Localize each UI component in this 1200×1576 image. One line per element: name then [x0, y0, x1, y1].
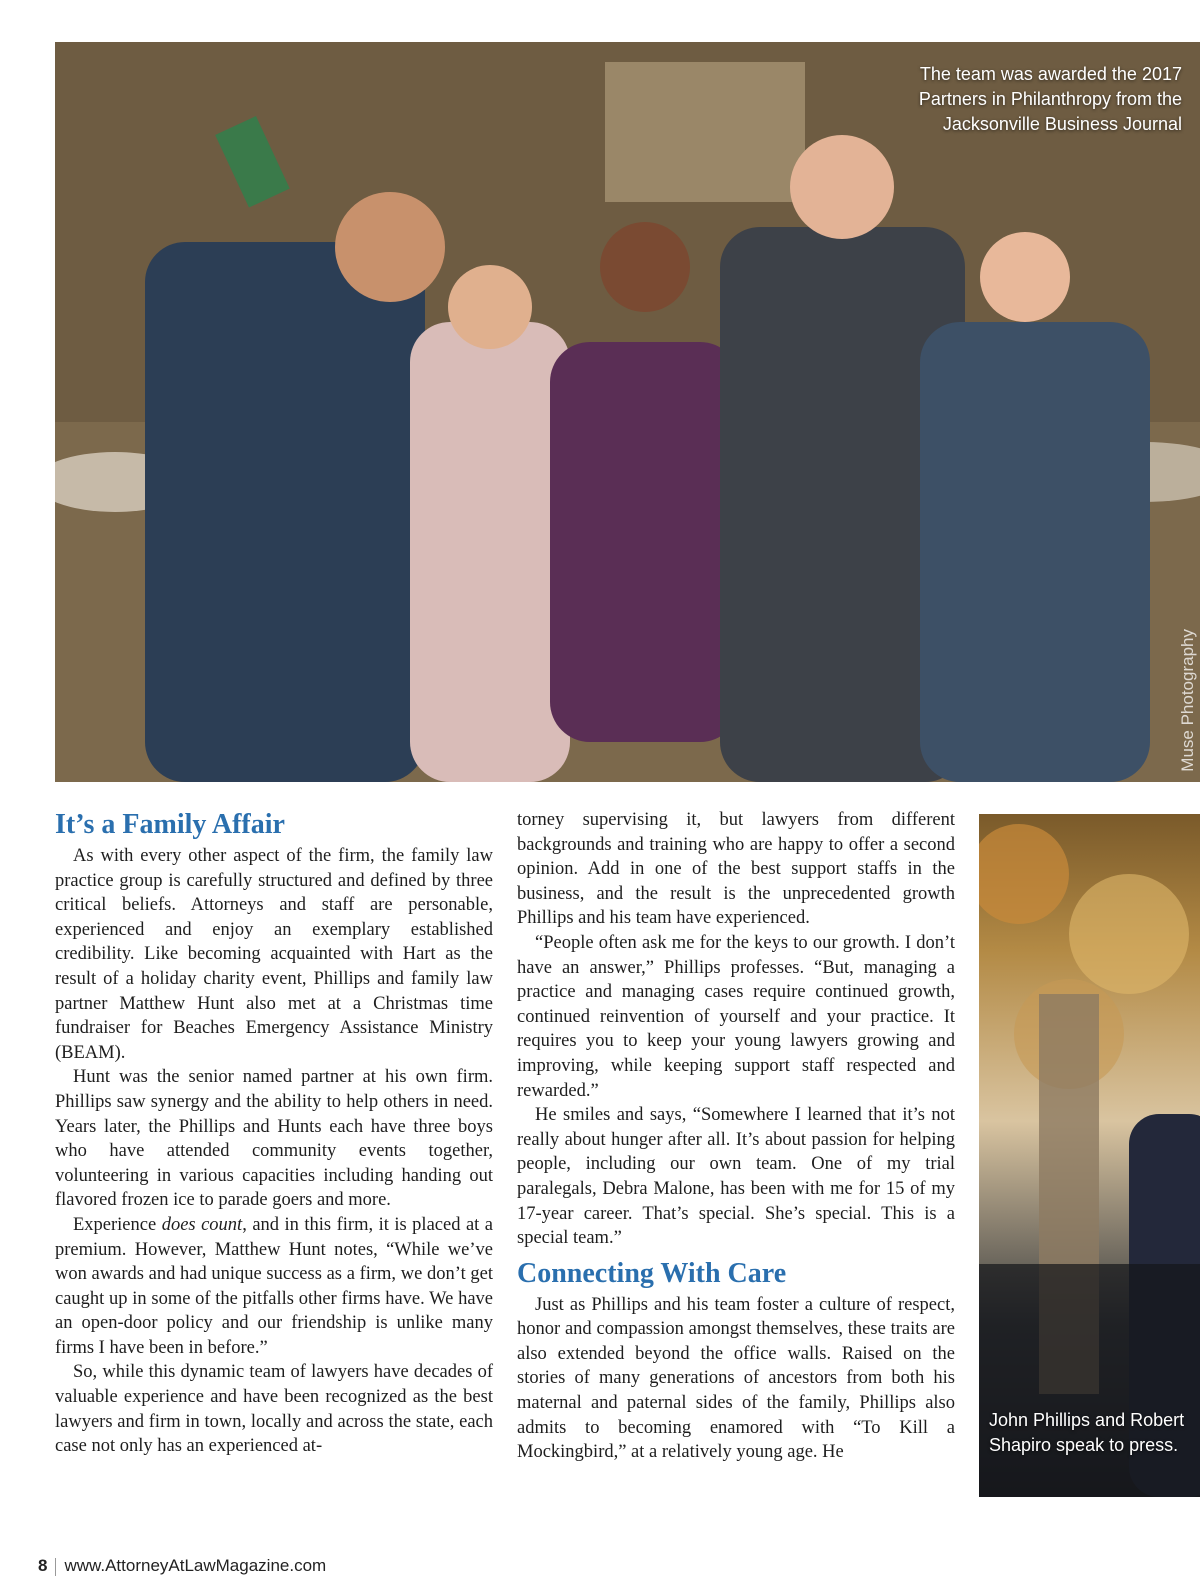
footer-url[interactable]: www.AttorneyAtLawMagazine.com — [64, 1556, 327, 1575]
emphasis-text: does count — [161, 1214, 243, 1235]
page-footer — [38, 1556, 326, 1576]
side-photo-caption: John Phillips and Robert Shapiro speak to press. — [989, 1410, 1185, 1455]
page-number: 8 — [38, 1556, 48, 1575]
side-photo — [979, 814, 1200, 1497]
paragraph-text: Experience — [73, 1214, 162, 1235]
photo-credit: Muse Photography — [1178, 629, 1197, 772]
paragraph: Hunt was the senior named partner at his own firm. Phillips saw synergy and the ability to help others in need. Years later, the Phillips and Hunts each have three boys who have attended community events together, volunteering in various capacities including handing out flavored frozen ice to parade goers and more. — [55, 1067, 493, 1211]
group-photo-image — [55, 42, 1200, 782]
paragraph: “People often ask me for the keys to our growth. I don’t have an answer,” Phillips professes. “But, managing a practice and managing cases require continued growth, continued reinvention of yourself and your practice. It requires you to keep your young lawyers growing and improving, while keeping support staff respected and rewarded.” — [517, 932, 955, 1101]
paragraph: As with every other aspect of the firm, the family law practice group is carefully structured and defined by three critical beliefs. Attorneys and staff are personable, experienced and enjoy an exemplary established credibility. Like becoming acquainted with Hart as the result of a holiday charity event, Phillips and family law partner Matthew Hunt also met at a Christmas time fundraiser for Beaches Emergency Assistance Ministry (BEAM). — [55, 846, 493, 1063]
paragraph — [55, 1213, 493, 1361]
section-heading-family-affair: It’s a Family Affair — [55, 809, 285, 840]
hero-caption: The team was awarded the 2017 Partners in Philanthropy from the Jacksonville Business Journal — [918, 64, 1182, 134]
paragraph: So, while this dynamic team of lawyers have decades of valuable experience and have been recognized as the best lawyers and firm in town, locally and across the state, each case not only has an experienced at- — [55, 1362, 493, 1457]
footer-divider — [55, 1558, 56, 1576]
press-photo-image — [979, 814, 1200, 1497]
paragraph-continuation: torney supervising it, but lawyers from different backgrounds and training who are happy to offer a second opinion. Add in one of the best support staffs in the business, and the result is the unprecedented growth Phillips and his team have experienced. — [517, 810, 955, 929]
paragraph: Just as Phillips and his team foster a culture of respect, honor and compassion amongst themselves, these traits are also extended beyond the office walls. Raised on the stories of many generations of ancestors from both his maternal and paternal sides of the family, Phillips also admits to becoming enamored with “To Kill a Mockingbird,” at a relatively young age. He — [517, 1294, 955, 1463]
paragraph-text: , and in this firm, it is placed at a premium. However, Matthew Hunt notes, “While we’ve won awards and had unique success as a firm, we don’t get caught up in some of the pitfalls other firms have. We have an open-door policy and our friendship is unlike many firms I have been in before.” — [55, 1214, 493, 1358]
section-heading-connecting-with-care: Connecting With Care — [517, 1257, 787, 1289]
paragraph: He smiles and says, “Somewhere I learned that it’s not really about hunger after all. It’s about passion for helping people, including our own team. One of my trial paralegals, Debra Malone, has been with me for 15 of my 17-year career. That’s special. She’s special. This is a special team.” — [517, 1105, 955, 1249]
middle-column — [517, 808, 955, 1465]
hero-photo — [55, 42, 1200, 782]
left-column — [55, 808, 493, 1459]
